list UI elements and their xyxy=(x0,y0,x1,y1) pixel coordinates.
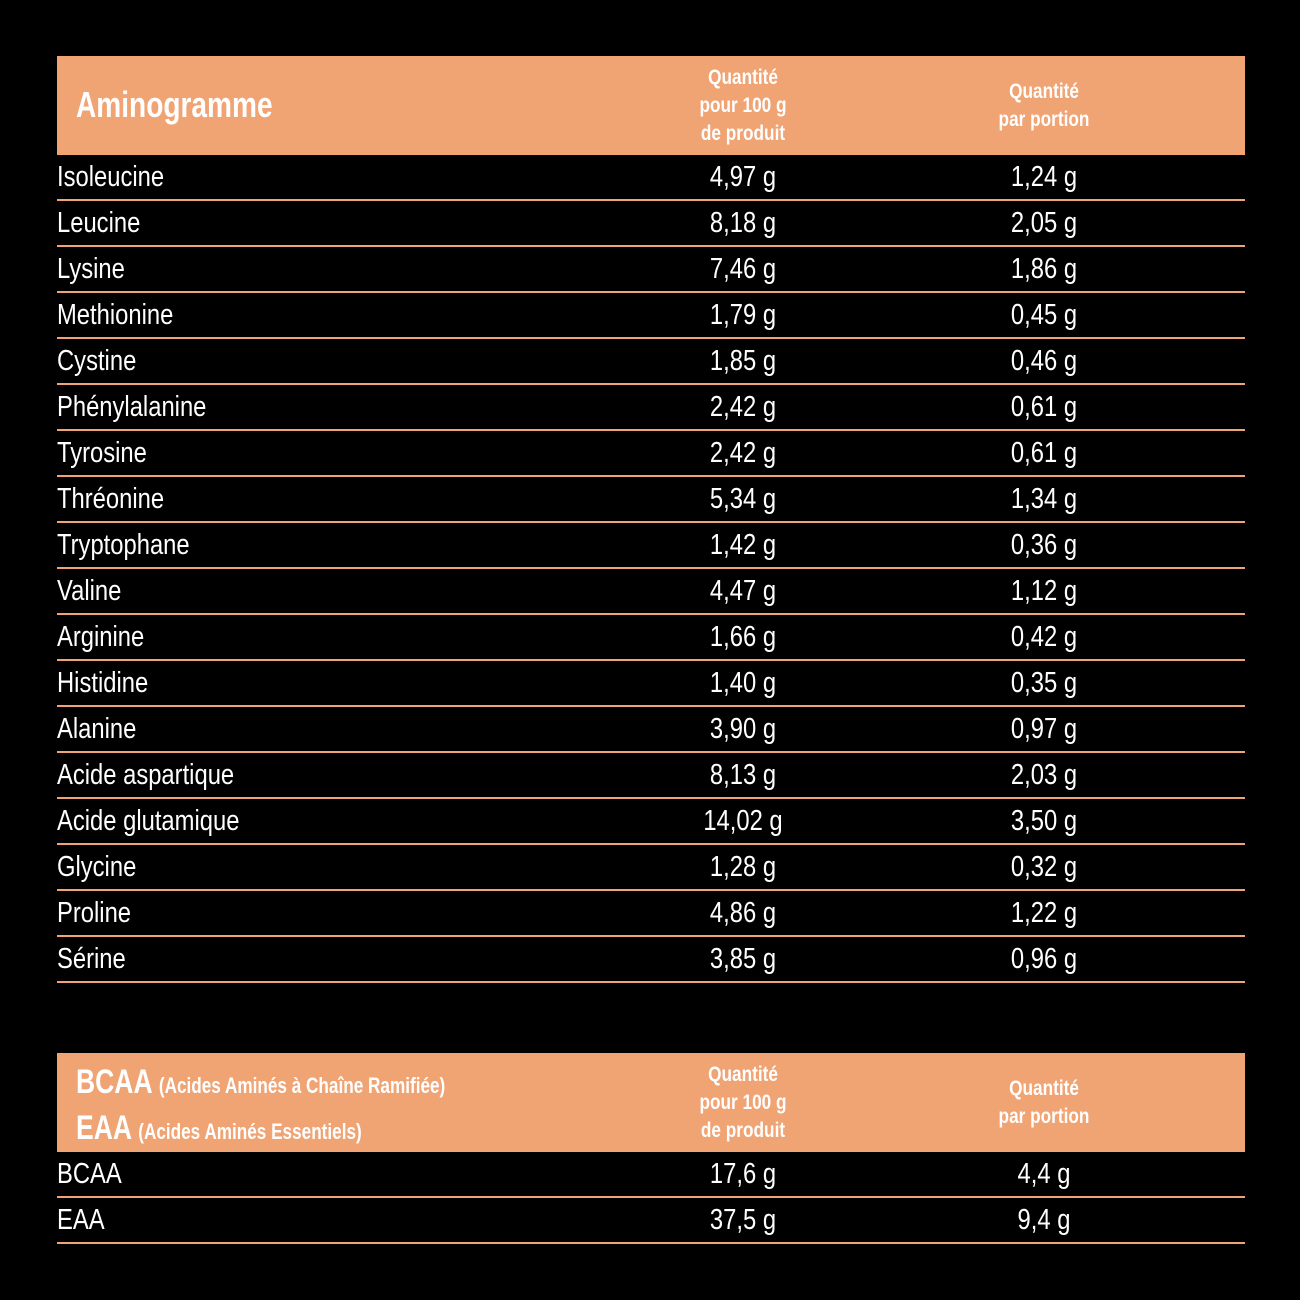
value-per-100g: 1,85 g xyxy=(709,345,777,377)
value-per-portion: 0,97 g xyxy=(1010,713,1078,745)
table-row xyxy=(57,569,1245,615)
amino-acid-name: Lysine xyxy=(57,253,125,285)
col-per-100g-header: Quantité pour 100 g de produit xyxy=(699,66,787,145)
value-per-100g: 1,40 g xyxy=(709,667,777,699)
table-row xyxy=(57,247,1245,293)
bcaa-eaa-table xyxy=(57,1053,1245,1244)
amino-acid-name: Proline xyxy=(57,897,132,929)
bcaa-title-main: BCAA xyxy=(76,1063,153,1101)
value-per-100g: 14,02 g xyxy=(703,805,783,837)
table-row xyxy=(57,201,1245,247)
table-row xyxy=(57,155,1245,201)
value-per-100g: 3,85 g xyxy=(709,943,777,975)
value-per-portion: 0,35 g xyxy=(1010,667,1078,699)
amino-acid-name: Leucine xyxy=(57,207,141,239)
amino-acid-name: Acide glutamique xyxy=(57,805,240,837)
amino-acid-name: Cystine xyxy=(57,345,137,377)
aminogramme-table xyxy=(57,56,1245,983)
amino-acid-name: Tyrosine xyxy=(57,437,147,469)
value-per-portion: 0,45 g xyxy=(1010,299,1078,331)
aminogramme-rows xyxy=(57,155,1245,983)
amino-acid-name: EAA xyxy=(57,1204,105,1236)
value-per-100g: 1,28 g xyxy=(709,851,777,883)
table-row xyxy=(57,845,1245,891)
value-per-100g: 1,42 g xyxy=(709,529,777,561)
table-row xyxy=(57,293,1245,339)
col-per-portion-header: Quantité par portion xyxy=(998,1077,1090,1128)
value-per-portion: 0,96 g xyxy=(1010,943,1078,975)
value-per-portion: 1,24 g xyxy=(1010,161,1078,193)
eaa-title xyxy=(76,1109,362,1148)
value-per-portion: 2,05 g xyxy=(1010,207,1078,239)
amino-acid-name: Tryptophane xyxy=(57,529,190,561)
amino-acid-name: Valine xyxy=(57,575,122,607)
table-row xyxy=(57,523,1245,569)
value-per-portion: 1,34 g xyxy=(1010,483,1078,515)
value-per-portion: 0,36 g xyxy=(1010,529,1078,561)
value-per-100g: 4,97 g xyxy=(709,161,777,193)
value-per-100g: 4,86 g xyxy=(709,897,777,929)
bcaa-title xyxy=(76,1063,445,1102)
value-per-portion: 9,4 g xyxy=(1017,1204,1071,1236)
table-row xyxy=(57,431,1245,477)
value-per-100g: 2,42 g xyxy=(709,391,777,423)
table-row xyxy=(57,385,1245,431)
aminogramme-title: Aminogramme xyxy=(76,84,273,125)
table-row xyxy=(57,339,1245,385)
bcaa-eaa-header xyxy=(57,1053,1245,1152)
value-per-100g: 4,47 g xyxy=(709,575,777,607)
value-per-portion: 4,4 g xyxy=(1017,1158,1071,1190)
value-per-portion: 0,61 g xyxy=(1010,391,1078,423)
value-per-portion: 0,61 g xyxy=(1010,437,1078,469)
table-row xyxy=(57,1198,1245,1244)
table-row xyxy=(57,1152,1245,1198)
amino-acid-name: Thréonine xyxy=(57,483,165,515)
value-per-portion: 0,32 g xyxy=(1010,851,1078,883)
table-row xyxy=(57,661,1245,707)
value-per-100g: 37,5 g xyxy=(709,1204,777,1236)
value-per-100g: 8,13 g xyxy=(709,759,777,791)
table-row xyxy=(57,707,1245,753)
value-per-portion: 1,12 g xyxy=(1010,575,1078,607)
table-row xyxy=(57,753,1245,799)
value-per-100g: 2,42 g xyxy=(709,437,777,469)
amino-acid-name: Alanine xyxy=(57,713,137,745)
value-per-100g: 17,6 g xyxy=(709,1158,777,1190)
amino-acid-name: Histidine xyxy=(57,667,149,699)
value-per-portion: 0,46 g xyxy=(1010,345,1078,377)
value-per-100g: 8,18 g xyxy=(709,207,777,239)
value-per-100g: 7,46 g xyxy=(709,253,777,285)
value-per-portion: 1,86 g xyxy=(1010,253,1078,285)
amino-acid-name: Isoleucine xyxy=(57,161,165,193)
amino-acid-name: Arginine xyxy=(57,621,145,653)
value-per-100g: 3,90 g xyxy=(709,713,777,745)
value-per-portion: 2,03 g xyxy=(1010,759,1078,791)
bcaa-eaa-rows xyxy=(57,1152,1245,1244)
amino-acid-name: Sérine xyxy=(57,943,126,975)
value-per-100g: 1,66 g xyxy=(709,621,777,653)
col-per-100g-header: Quantité pour 100 g de produit xyxy=(699,1063,787,1142)
amino-acid-name: Methionine xyxy=(57,299,174,331)
amino-acid-name: Acide aspartique xyxy=(57,759,235,791)
amino-acid-name: Phénylalanine xyxy=(57,391,207,423)
table-row xyxy=(57,615,1245,661)
bcaa-title-sub: (Acides Aminés à Chaîne Ramifiée) xyxy=(158,1073,446,1098)
table-row xyxy=(57,477,1245,523)
value-per-portion: 0,42 g xyxy=(1010,621,1078,653)
eaa-title-sub: (Acides Aminés Essentiels) xyxy=(138,1119,362,1144)
value-per-100g: 5,34 g xyxy=(709,483,777,515)
value-per-portion: 1,22 g xyxy=(1010,897,1078,929)
aminogramme-header xyxy=(57,56,1245,155)
table-row xyxy=(57,891,1245,937)
amino-acid-name: BCAA xyxy=(57,1158,122,1190)
value-per-100g: 1,79 g xyxy=(709,299,777,331)
amino-acid-name: Glycine xyxy=(57,851,137,883)
eaa-title-main: EAA xyxy=(76,1109,133,1147)
table-row xyxy=(57,799,1245,845)
table-row xyxy=(57,937,1245,983)
col-per-portion-header: Quantité par portion xyxy=(998,80,1090,131)
value-per-portion: 3,50 g xyxy=(1010,805,1078,837)
